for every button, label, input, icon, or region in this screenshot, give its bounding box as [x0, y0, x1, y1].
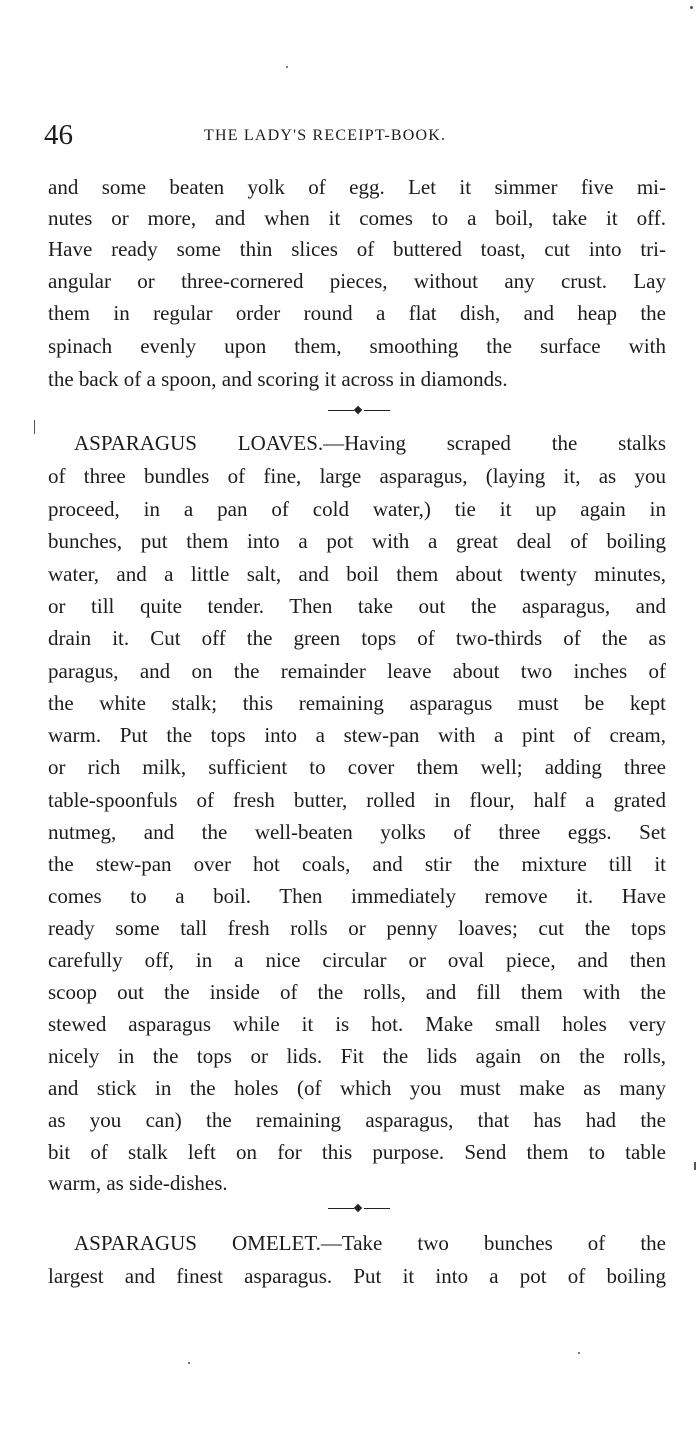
text-line: drain it. Cut off the green tops of two-thirds of the as — [48, 626, 666, 650]
text-line: the stew-pan over hot coals, and stir the mixture till it — [48, 852, 666, 876]
text-line: Have ready some thin slices of buttered toast, cut into tri- — [48, 237, 666, 261]
scan-speck — [690, 6, 693, 9]
text-line: and some beaten yolk of egg. Let it simmer five mi- — [48, 175, 666, 199]
scan-speck — [286, 66, 288, 68]
scan-speck — [578, 1352, 580, 1354]
text-line: scoop out the inside of the rolls, and fill them with the — [48, 980, 666, 1004]
text-line: stewed asparagus while it is hot. Make small holes very — [48, 1012, 666, 1036]
text-line: or till quite tender. Then take out the asparagus, and — [48, 594, 666, 618]
scan-mark — [694, 1162, 696, 1170]
text-line: comes to a boil. Then immediately remove it. Have — [48, 884, 666, 908]
text-line: largest and finest asparagus. Put it into a pot of boiling — [48, 1264, 666, 1288]
running-title: THE LADY'S RECEIPT-BOOK. — [204, 127, 447, 144]
text-line: carefully off, in a nice circular or oval piece, and then — [48, 948, 666, 972]
text-line: nicely in the tops or lids. Fit the lids again on the rolls, — [48, 1044, 666, 1068]
text-line: bit of stalk left on for this purpose. Send them to table — [48, 1140, 666, 1164]
text-line: nutes or more, and when it comes to a boil, take it off. — [48, 206, 666, 230]
text-line: the back of a spoon, and scoring it across in diamonds. — [48, 367, 508, 391]
text-line: warm. Put the tops into a stew-pan with a pint of cream, — [48, 723, 666, 747]
text-line: and stick in the holes (of which you must make as many — [48, 1076, 666, 1100]
text-line: table-spoonfuls of fresh butter, rolled in flour, half a grated — [48, 788, 666, 812]
text-line: proceed, in a pan of cold water,) tie it up again in — [48, 497, 666, 521]
recipe-heading-line: ASPARAGUS LOAVES.—Having scraped the stalks — [74, 431, 666, 455]
text-line: water, and a little salt, and boil them about twenty minutes, — [48, 562, 666, 586]
text-line: warm, as side-dishes. — [48, 1171, 228, 1195]
text-line: nutmeg, and the well-beaten yolks of three eggs. Set — [48, 820, 666, 844]
text-line: the white stalk; this remaining asparagus must be kept — [48, 691, 666, 715]
text-line: ready some tall fresh rolls or penny loaves; cut the tops — [48, 916, 666, 940]
page-header — [44, 118, 664, 152]
recipe-heading-line: ASPARAGUS OMELET.—Take two bunches of the — [74, 1231, 666, 1255]
text-line: of three bundles of fine, large asparagus, (laying it, as you — [48, 464, 666, 488]
text-line: angular or three-cornered pieces, without any crust. Lay — [48, 269, 666, 293]
text-line: paragus, and on the remainder leave about two inches of — [48, 659, 666, 683]
text-line: bunches, put them into a pot with a great deal of boiling — [48, 529, 666, 553]
text-line: them in regular order round a flat dish, and heap the — [48, 301, 666, 325]
scan-mark — [34, 420, 35, 434]
section-divider — [328, 406, 390, 416]
text-line: or rich milk, sufficient to cover them well; adding three — [48, 755, 666, 779]
scan-speck — [188, 1362, 190, 1364]
text-line: as you can) the remaining asparagus, that has had the — [48, 1108, 666, 1132]
section-divider — [328, 1204, 390, 1214]
text-line: spinach evenly upon them, smoothing the surface with — [48, 334, 666, 358]
page-number: 46 — [44, 119, 73, 151]
